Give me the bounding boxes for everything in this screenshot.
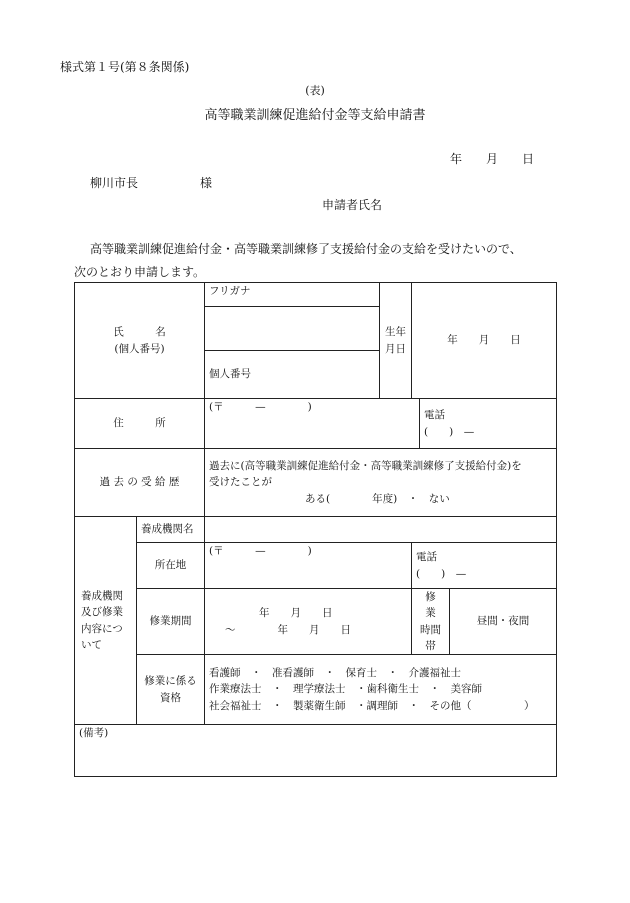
period-field[interactable] xyxy=(205,589,412,655)
id-number-field[interactable] xyxy=(205,351,380,399)
facility-name-field[interactable] xyxy=(205,517,557,543)
phone-format: ( ) — xyxy=(424,425,475,438)
history-choice[interactable]: ある( 年度) ・ ない xyxy=(305,492,450,505)
body-text-line-2: 次のとおり申請します。 xyxy=(74,265,206,279)
birth-date-format: 年 月 日 xyxy=(447,334,521,347)
furigana-label: フリガナ xyxy=(209,285,251,297)
facility-group-line-3: 内容につ xyxy=(81,622,123,635)
facility-group-line-2: 及び修業 xyxy=(81,606,123,619)
remarks-field[interactable] xyxy=(75,725,557,777)
name-field[interactable] xyxy=(205,307,380,351)
history-label-cell xyxy=(75,449,205,517)
facility-group-line-4: いて xyxy=(81,638,102,651)
time-field[interactable] xyxy=(450,589,557,655)
qualification-label-2: 資格 xyxy=(160,691,181,704)
location-field[interactable] xyxy=(205,543,412,589)
location-phone-format: ( ) — xyxy=(416,567,467,580)
history-label: 過 去 の 受 給 歴 xyxy=(99,476,180,489)
phone-label: 電話 xyxy=(424,409,445,422)
history-line-1: 過去に(高等職業訓練促進給付金・高等職業訓練修了支援給付金)を xyxy=(209,460,522,473)
body-text-line-1: 高等職業訓練促進給付金・高等職業訓練修了支援給付金の支給を受けたいので、 xyxy=(90,242,522,256)
address-field[interactable] xyxy=(205,399,420,449)
facility-group-line-1: 養成機関 xyxy=(81,590,123,602)
qualification-line-2: 作業療法士 ・ 理学療法士 ・歯科衛生士 ・ 美容師 xyxy=(209,683,482,696)
facility-name-label-cell xyxy=(137,517,205,543)
addressee: 柳川市長 xyxy=(90,176,139,190)
time-label-1: 修 業 xyxy=(425,591,447,620)
birth-label-cell xyxy=(380,283,412,399)
id-number-paren-label: (個人番号) xyxy=(114,342,165,355)
period-label: 修業期間 xyxy=(149,615,192,628)
date-line: 年 月 日 xyxy=(450,152,535,166)
location-label: 所在地 xyxy=(154,559,187,572)
postal-code-format: (〒 — ) xyxy=(209,401,312,413)
application-form-table xyxy=(74,282,557,777)
birth-label-2: 月日 xyxy=(385,342,406,355)
furigana-field[interactable] xyxy=(205,283,380,307)
history-line-2: 受けたことが xyxy=(209,476,272,489)
side-label: (表) xyxy=(305,84,325,97)
qualification-line-1: 看護師 ・ 准看護師 ・ 保育士 ・ 介護福祉士 xyxy=(209,667,461,680)
facility-name-label: 養成機関名 xyxy=(141,523,194,536)
location-phone-label: 電話 xyxy=(416,551,437,564)
id-number-label: 個人番号 xyxy=(209,368,251,381)
honorific: 様 xyxy=(200,176,213,190)
form-number: 様式第１号(第８条関係) xyxy=(60,60,190,74)
history-field[interactable] xyxy=(205,449,557,517)
address-label: 住 所 xyxy=(113,417,166,430)
address-label-cell xyxy=(75,399,205,449)
location-phone-field[interactable] xyxy=(412,543,557,589)
facility-group-label xyxy=(75,517,137,725)
document-title: 高等職業訓練促進給付金等支給申請書 xyxy=(204,108,426,123)
time-label-2: 時間帯 xyxy=(420,623,441,652)
period-start: 年 月 日 xyxy=(259,607,333,620)
time-options: 昼間・夜間 xyxy=(476,615,530,628)
period-label-cell xyxy=(137,589,205,655)
remarks-label: (備考) xyxy=(79,727,109,740)
time-label-cell xyxy=(412,589,450,655)
qualification-label-1: 修業に係る xyxy=(144,675,197,688)
qualification-line-3: 社会福祉士 ・ 製薬衛生師 ・調理師 ・ その他（ ） xyxy=(209,699,535,712)
birth-label-1: 生年 xyxy=(385,326,406,339)
qualification-field[interactable] xyxy=(205,655,557,725)
phone-field[interactable] xyxy=(420,399,557,449)
location-label-cell xyxy=(137,543,205,589)
period-end: ～ 年 月 日 xyxy=(225,623,351,636)
location-postal-format: (〒 — ) xyxy=(209,545,312,557)
name-label: 氏 名 xyxy=(113,326,166,339)
applicant-name-label: 申請者氏名 xyxy=(322,198,383,212)
birth-date-field[interactable] xyxy=(412,283,557,399)
name-label-cell xyxy=(75,283,205,399)
qualification-label-cell xyxy=(137,655,205,725)
